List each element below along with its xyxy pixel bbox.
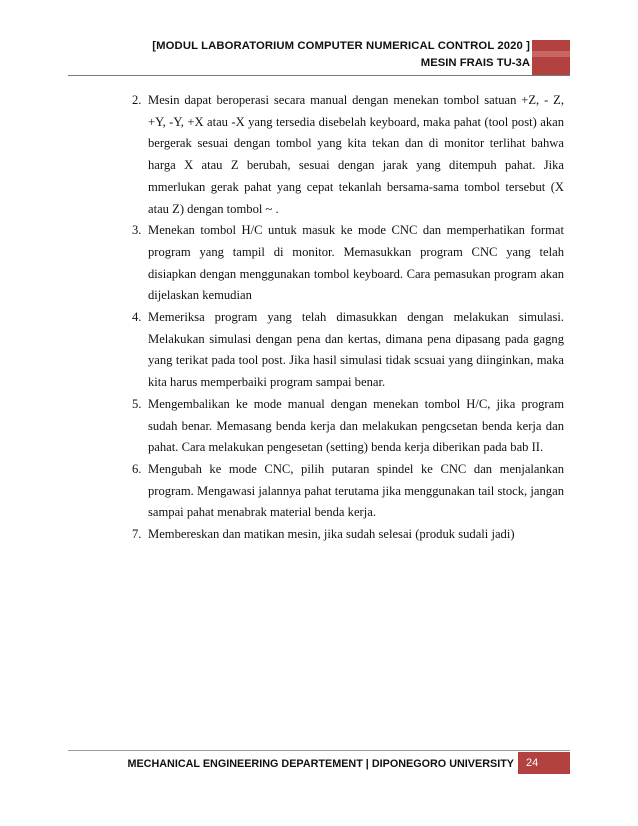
- footer-department: MECHANICAL ENGINEERING DEPARTEMENT | DIPONEGORO UNIVERSITY: [127, 758, 514, 770]
- step-number: 2.: [132, 93, 142, 107]
- list-item-step-4: [120, 307, 564, 394]
- step-text: Memeriksa program yang telah dimasukkan dengan melakukan simulasi. Melakukan simulasi dengan pena dan kertas, dimana pena dipasang pada gagng yang terikat pada tool post. Jika hasil simulasi tidak scsuai yang diinginkan, maka kita harus memperbaiki program sampai benar.: [148, 310, 564, 390]
- footer-divider: [68, 750, 570, 751]
- document-body: [120, 90, 564, 546]
- list-item-step-3: [120, 220, 564, 307]
- step-number: 4.: [132, 310, 142, 325]
- step-text: Mengubah ke mode CNC, pilih putaran spindel ke CNC dan menjalankan program. Mengawasi jalannya pahat terutama jika menggunakan tail stock, jangan sampai pahat menabrak material benda kerja.: [148, 461, 564, 520]
- step-number: 3.: [132, 223, 142, 238]
- list-item-step-7: [120, 524, 564, 546]
- header-accent-bar-top: [532, 40, 570, 51]
- step-number: 7.: [132, 527, 142, 542]
- list-item-step-2: [120, 90, 564, 220]
- header-accent-bar-bottom: [532, 57, 570, 75]
- header-title: [MODUL LABORATORIUM COMPUTER NUMERICAL CONTROL 2020 ]: [152, 40, 530, 52]
- header-subtitle: MESIN FRAIS TU-3A: [420, 57, 530, 69]
- list-item-step-5: [120, 394, 564, 459]
- step-number: 6.: [132, 461, 142, 476]
- step-text: Membereskan dan matikan mesin, jika sudah selesai (produk sudali jadi): [148, 527, 515, 542]
- header-divider: [68, 75, 570, 76]
- page-footer: [0, 750, 638, 780]
- step-text: Mengembalikan ke mode manual dengan menekan tombol H/C, jika program sudah benar. Memasang benda kerja dan melakukan pengcsetan benda kerja dan pahat. Cara melakukan pengesetan (setting) benda kerja diberikan pada bab II.: [148, 396, 564, 455]
- procedure-steps: [120, 90, 564, 546]
- page-number: 24: [518, 752, 570, 774]
- step-text: Menekan tombol H/C untuk masuk ke mode CNC dan memperhatikan format program yang tampil di monitor. Memasukkan program CNC yang telah disiapkan dengan menggunakan tombol keyboard. Cara pemasukan program akan dijelaskan kemudian: [148, 223, 564, 303]
- step-text: Mesin dapat beroperasi secara manual dengan menekan tombol satuan +Z, - Z, +Y, -Y, +X atau -X yang tersedia disebelah keyboard, maka pahat (tool post) akan bergerak sesuai dengan tombol yang kita tekan dan di monitor terlihat bahwa harga X atau Z berubah, sesuai dengan jarak yang ditempuh pahat. Jika mmerlukan gerak pahat yang cepat tekanlah bersama-sama tombol tersebut (X atau Z) dengan tombol ~ .: [148, 93, 564, 216]
- step-number: 5.: [132, 396, 142, 411]
- list-item-step-6: [120, 459, 564, 524]
- page-header: [0, 40, 638, 80]
